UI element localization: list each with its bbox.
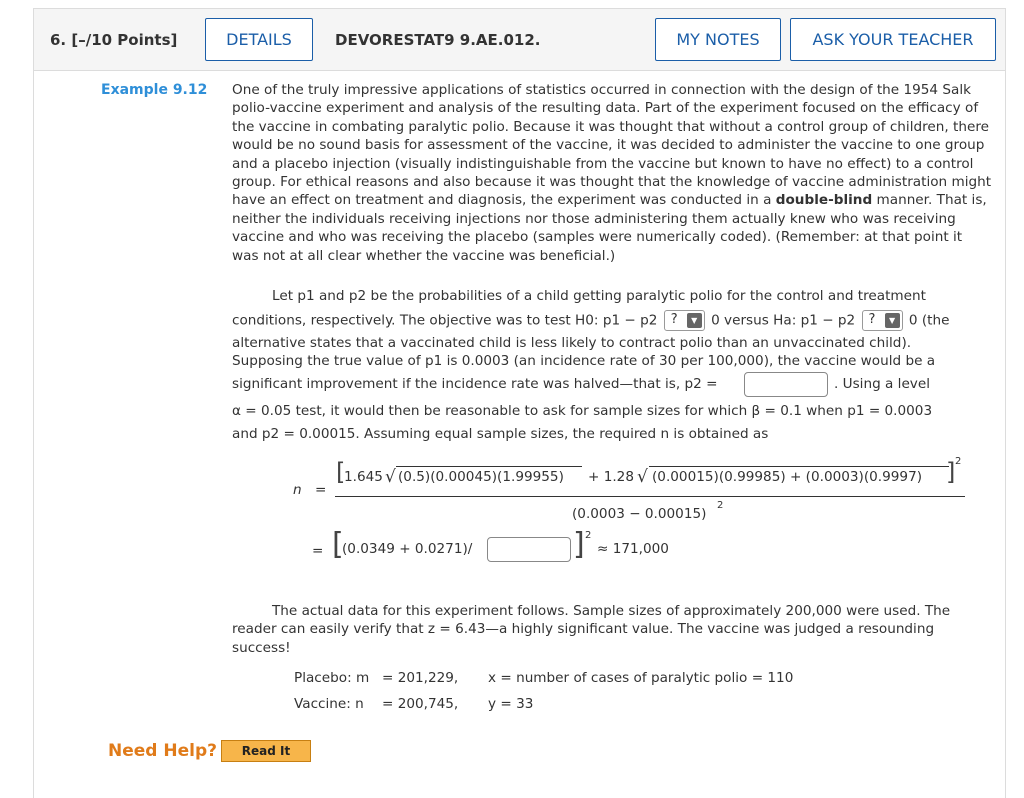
denominator-exponent: 2 <box>717 500 724 511</box>
example-label: Example 9.12 <box>101 82 208 98</box>
numerator-radicand-a: (0.5)(0.00045)(1.99955) <box>398 469 564 485</box>
read-it-button[interactable]: Read It <box>221 740 311 762</box>
line-1: Let p1 and p2 be the probabilities of a child getting paralytic polio for the control and treatment <box>272 288 926 304</box>
line-3: alternative states that a vaccinated child is less likely to contract polio than an unvaccinated child). <box>232 335 912 351</box>
fraction-bar <box>335 496 965 497</box>
right-bracket: ] <box>946 458 956 486</box>
line-4: Supposing the true value of p1 is 0.0003 (an incidence rate of 30 per 100,000), the vaccine would be a <box>232 353 936 369</box>
sqrt-icon-b: √ <box>637 467 648 487</box>
sqrt-icon-a: √ <box>385 467 396 487</box>
example-paragraph <box>232 81 992 265</box>
line-2 <box>232 310 949 331</box>
exponent-1: 2 <box>955 456 962 467</box>
formula-equals-2: = <box>312 543 324 559</box>
line-7: and p2 = 0.00015. Assuming equal sample sizes, the required n is obtained as <box>232 426 769 442</box>
placebo-x: x = number of cases of paralytic polio = 110 <box>488 670 794 686</box>
placebo-label: Placebo: m <box>294 670 370 686</box>
line-5a: significant improvement if the incidence rate was halved—that is, p2 = <box>232 376 718 392</box>
placebo-value: = 201,229, <box>382 670 459 686</box>
radical-bar-b <box>649 466 949 467</box>
exponent-2: 2 <box>585 530 592 541</box>
ask-your-teacher-button[interactable]: ASK YOUR TEACHER <box>790 18 996 61</box>
question-number: 6. [–/10 Points] <box>50 31 178 49</box>
formula-equals: = <box>315 482 327 498</box>
p2-input[interactable] <box>744 372 828 397</box>
numerator-radicand-b: (0.00015)(0.99985) + (0.0003)(0.9997) <box>652 469 923 485</box>
line2-text-b: 0 versus Ha: p1 − p2 <box>711 312 856 329</box>
para1-text-b: manner. That is, neither the individuals receiving injections nor those administering them actually knew who was receiving vaccine and who was receiving the placebo (samples were numerically coded). (Remember: at that point it was not at all clear whether the vaccine was beneficial.) <box>232 192 987 264</box>
left-bracket: [ <box>336 458 346 486</box>
conclusion-paragraph: The actual data for this experiment follows. Sample sizes of approximately 200,000 were used. The reader can easily verify that z = 6.43—a highly significant value. The vaccine was judged a resounding success! <box>232 603 951 656</box>
question-code: DEVORESTAT9 9.AE.012. <box>335 31 541 49</box>
line2-text-c: 0 (the <box>908 312 950 329</box>
h0-relation-select[interactable]: ? ▼ <box>664 310 705 331</box>
vaccine-label: Vaccine: n <box>294 696 364 712</box>
para1-text-a: One of the truly impressive applications of statistics occurred in connection with the design of the 1954 Salk polio-vaccine experiment and analysis of the resulting data. Part of the experiment focused on the efficacy of the vaccine in combating paralytic polio. Because it was thought that without a control group of children, there would be no sound basis for assessment of the vaccine, it was decided to administer the vaccine to one group and a placebo injection (visually indistinguishable from the vaccine but known to have no effect) to a control group. For ethical reasons and also because it was thought that the knowledge of vaccine administration might have an effect on treatment and diagnosis, the experiment was conducted in a <box>232 82 992 209</box>
need-help-label: Need Help? <box>108 741 217 761</box>
line2-text-a: conditions, respectively. The objective was to test H0: p1 − p2 <box>232 312 658 329</box>
numerator-plus: + 1.28 <box>588 469 634 485</box>
left-bracket-2: [ <box>332 527 344 562</box>
my-notes-button[interactable]: MY NOTES <box>655 18 781 61</box>
vaccine-y: y = 33 <box>488 696 534 712</box>
formula-n: n <box>293 482 302 498</box>
right-bracket-2: ] <box>573 527 585 562</box>
chevron-down-icon: ▼ <box>885 313 900 328</box>
numerator-coef-a: 1.645 <box>344 469 383 485</box>
details-button[interactable]: DETAILS <box>205 18 313 61</box>
chevron-down-icon: ▼ <box>687 313 702 328</box>
vaccine-value: = 200,745, <box>382 696 459 712</box>
approx-result: ≈ 171,000 <box>597 541 669 557</box>
line-5b: . Using a level <box>834 376 930 392</box>
ha-relation-select[interactable]: ? ▼ <box>862 310 903 331</box>
denominator-input[interactable] <box>487 537 571 562</box>
denominator: (0.0003 − 0.00015) <box>572 506 707 522</box>
radical-bar-a <box>396 466 582 467</box>
second-line-text: (0.0349 + 0.0271)/ <box>342 541 473 557</box>
line-6: α = 0.05 test, it would then be reasonable to ask for sample sizes for which β = 0.1 when p1 = 0.0003 <box>232 403 933 419</box>
para1-bold: double-blind <box>775 192 873 209</box>
